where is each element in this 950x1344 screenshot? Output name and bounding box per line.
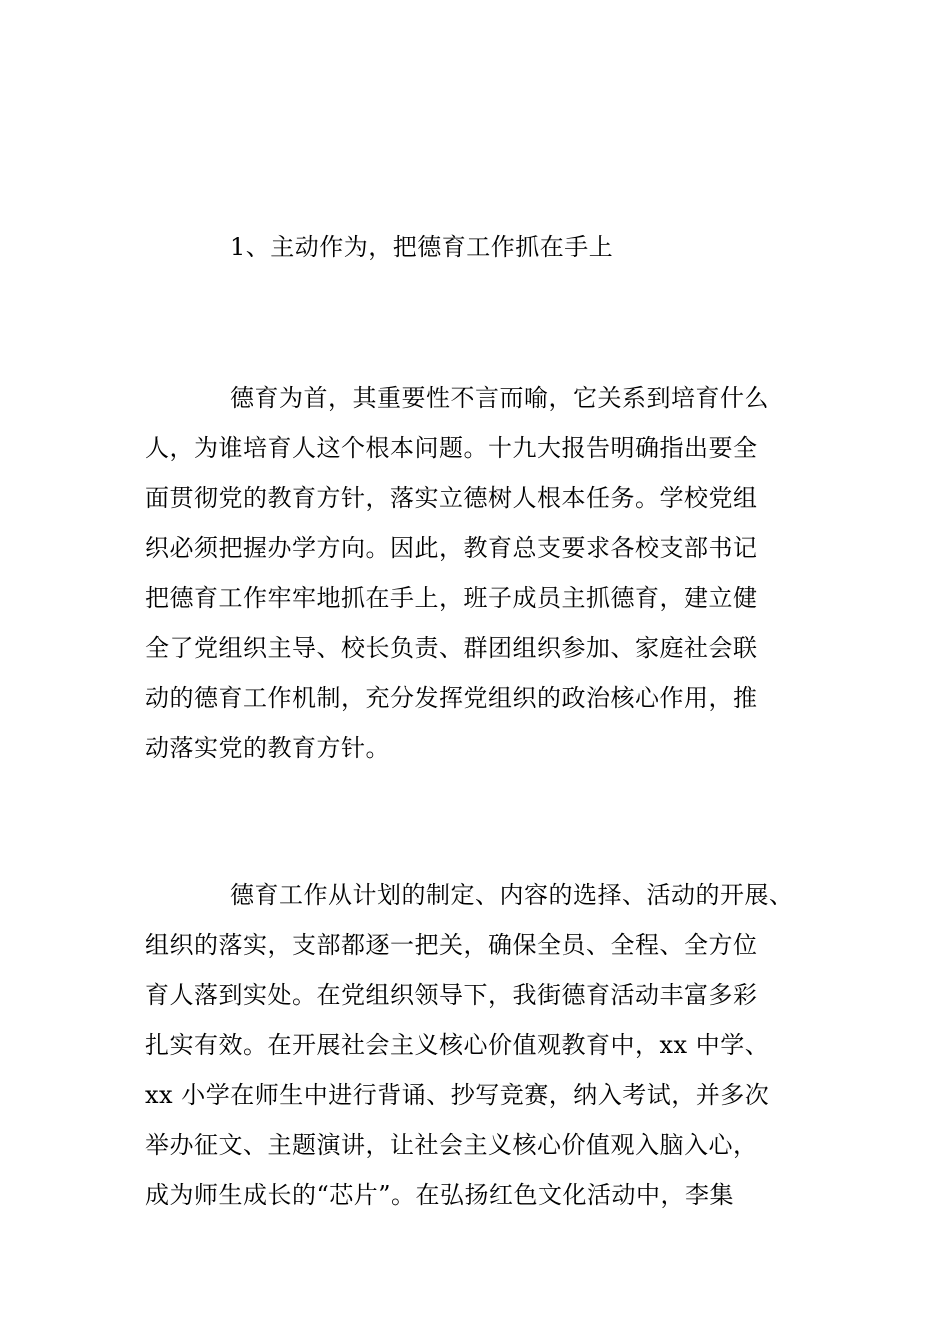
paragraph-line: 织必须把握办学方向。因此，教育总支要求各校支部书记 — [145, 534, 758, 562]
paragraph-line: 动的德育工作机制，充分发挥党组织的政治核心作用，推 — [145, 684, 758, 712]
paragraph-line: 全了党组织主导、校长负责、群团组织参加、家庭社会联 — [145, 634, 758, 662]
paragraph-line: 德育为首，其重要性不言而喻，它关系到培育什么 — [230, 384, 769, 412]
paragraph-line: 举办征文、主题演讲，让社会主义核心价值观入脑入心， — [145, 1131, 758, 1159]
paragraph-line: 人，为谁培育人这个根本问题。十九大报告明确指出要全 — [145, 434, 758, 462]
paragraph-line: 组织的落实，支部都逐一把关，确保全员、全程、全方位 — [145, 931, 758, 959]
paragraph-line: xx 小学在师生中进行背诵、抄写竞赛，纳入考试，并多次 — [145, 1081, 770, 1109]
paragraph-2 — [145, 870, 845, 1220]
paragraph-line: 面贯彻党的教育方针，落实立德树人根本任务。学校党组 — [145, 484, 758, 512]
paragraph-line: 动落实党的教育方针。 — [145, 734, 390, 762]
paragraph-line: 育人落到实处。在党组织领导下，我街德育活动丰富多彩 — [145, 981, 758, 1009]
paragraph-line: 成为师生成长的“芯片”。在弘扬红色文化活动中，李集 — [145, 1181, 735, 1209]
section-heading-block — [145, 222, 845, 272]
paragraph-line: 德育工作从计划的制定、内容的选择、活动的开展、 — [230, 881, 794, 909]
section-heading: 1、主动作为，把德育工作抓在手上 — [230, 233, 614, 261]
paragraph-1 — [145, 373, 845, 773]
paragraph-line: 把德育工作牢牢地抓在手上，班子成员主抓德育，建立健 — [145, 584, 758, 612]
paragraph-line: 扎实有效。在开展社会主义核心价值观教育中，xx 中学、 — [145, 1031, 770, 1059]
